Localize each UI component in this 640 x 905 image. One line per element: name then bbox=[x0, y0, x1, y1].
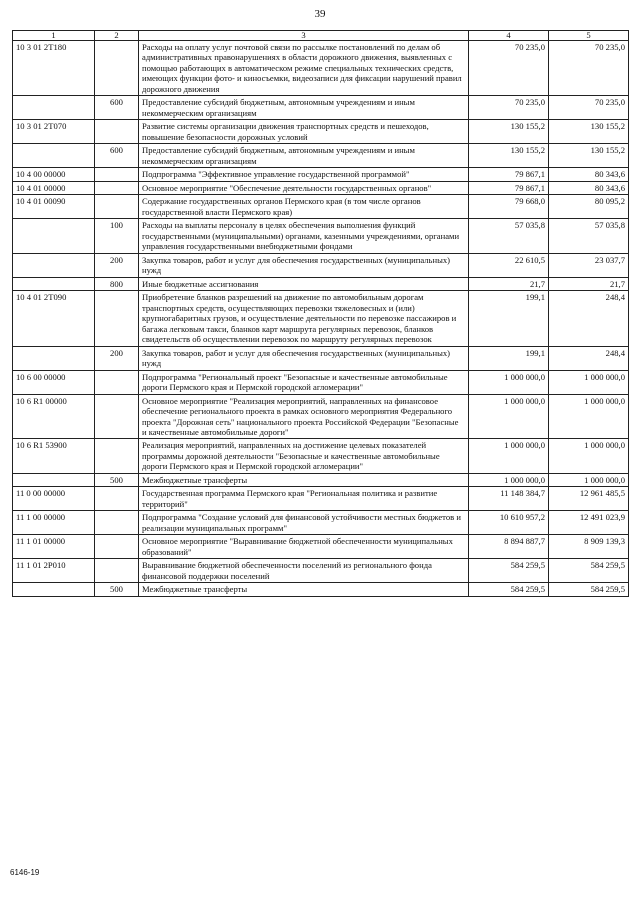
amount-year-2: 248,4 bbox=[549, 346, 629, 370]
item-name: Основное мероприятие "Обеспечение деятельности государственных органов" bbox=[139, 181, 469, 194]
table-row bbox=[13, 291, 629, 346]
amount-year-2: 130 155,2 bbox=[549, 144, 629, 168]
amount-year-1: 22 610,5 bbox=[469, 253, 549, 277]
item-name: Межбюджетные трансферты bbox=[139, 583, 469, 596]
amount-year-2: 1 000 000,0 bbox=[549, 394, 629, 439]
table-row bbox=[13, 168, 629, 181]
amount-year-2: 80 095,2 bbox=[549, 195, 629, 219]
table-row bbox=[13, 41, 629, 96]
target-article-code: 10 4 01 2Т090 bbox=[13, 291, 95, 346]
item-name: Приобретение бланков разрешений на движение по автомобильным дорогам транспортных средств, осуществляющих перевозки тяжеловесных и (или) крупногабаритных грузов, и осуществление деятельности по перевозке пассажиров и багажа легковым такси, бланков карт маршрута регулярных перевозок, бланков свидетельств об осуществлении перевозок по маршруту регулярных перевозок bbox=[139, 291, 469, 346]
budget-table bbox=[12, 30, 629, 597]
target-article-code bbox=[13, 346, 95, 370]
expense-type-code bbox=[95, 439, 139, 473]
expense-type-code bbox=[95, 559, 139, 583]
amount-year-2: 12 961 485,5 bbox=[549, 487, 629, 511]
table-row bbox=[13, 559, 629, 583]
amount-year-1: 199,1 bbox=[469, 291, 549, 346]
target-article-code: 11 1 01 00000 bbox=[13, 535, 95, 559]
target-article-code bbox=[13, 473, 95, 486]
amount-year-2: 21,7 bbox=[549, 277, 629, 290]
table-row bbox=[13, 253, 629, 277]
amount-year-2: 584 259,5 bbox=[549, 583, 629, 596]
table-row bbox=[13, 120, 629, 144]
expense-type-code bbox=[95, 370, 139, 394]
amount-year-1: 584 259,5 bbox=[469, 583, 549, 596]
target-article-code: 10 3 01 2Т180 bbox=[13, 41, 95, 96]
amount-year-1: 130 155,2 bbox=[469, 144, 549, 168]
item-name: Закупка товаров, работ и услуг для обеспечения государственных (муниципальных) нужд bbox=[139, 253, 469, 277]
table-header-row bbox=[13, 31, 629, 41]
item-name: Межбюджетные трансферты bbox=[139, 473, 469, 486]
amount-year-1: 8 894 887,7 bbox=[469, 535, 549, 559]
amount-year-1: 10 610 957,2 bbox=[469, 511, 549, 535]
amount-year-1: 79 668,0 bbox=[469, 195, 549, 219]
amount-year-1: 1 000 000,0 bbox=[469, 439, 549, 473]
amount-year-2: 57 035,8 bbox=[549, 219, 629, 253]
amount-year-1: 70 235,0 bbox=[469, 41, 549, 96]
item-name: Расходы на выплаты персоналу в целях обеспечения выполнения функций государственными (муниципальными) органами, казенными учреждениями, органами управления государственными внебюджетными фондами bbox=[139, 219, 469, 253]
item-name: Расходы на оплату услуг почтовой связи по рассылке постановлений по делам об административных правонарушениях в области дорожного движения, выявленных с помощью работающих в автоматическом режиме специальных технических средств, имеющих функции фото- и киносъемки, видеозаписи для фиксации нарушений правил дорожного движения bbox=[139, 41, 469, 96]
amount-year-1: 21,7 bbox=[469, 277, 549, 290]
item-name: Основное мероприятие "Реализация мероприятий, направленных на финансовое обеспечение регионального проекта в рамках основного мероприятия Федерального проекта "Дорожная сеть" национального проекта Российской Федерации "Безопасные и качественные автомобильные дороги" bbox=[139, 394, 469, 439]
item-name: Подпрограмма "Эффективное управление государственной программой" bbox=[139, 168, 469, 181]
item-name: Развитие системы организации движения транспортных средств и пешеходов, повышение безопасности дорожных условий bbox=[139, 120, 469, 144]
table-row bbox=[13, 583, 629, 596]
item-name: Выравнивание бюджетной обеспеченности поселений из регионального фонда финансовой поддержки поселений bbox=[139, 559, 469, 583]
document-code: 6146-19 bbox=[10, 868, 40, 877]
amount-year-1: 70 235,0 bbox=[469, 96, 549, 120]
amount-year-2: 70 235,0 bbox=[549, 96, 629, 120]
target-article-code bbox=[13, 144, 95, 168]
table-row bbox=[13, 487, 629, 511]
expense-type-code: 600 bbox=[95, 144, 139, 168]
amount-year-1: 1 000 000,0 bbox=[469, 473, 549, 486]
target-article-code bbox=[13, 583, 95, 596]
expense-type-code bbox=[95, 487, 139, 511]
table-row bbox=[13, 96, 629, 120]
amount-year-2: 12 491 023,9 bbox=[549, 511, 629, 535]
amount-year-2: 8 909 139,3 bbox=[549, 535, 629, 559]
table-row bbox=[13, 370, 629, 394]
column-header: 2 bbox=[95, 31, 139, 41]
target-article-code bbox=[13, 96, 95, 120]
expense-type-code bbox=[95, 511, 139, 535]
item-name: Предоставление субсидий бюджетным, автономным учреждениям и иным некоммерческим организациям bbox=[139, 144, 469, 168]
expense-type-code bbox=[95, 195, 139, 219]
table-row bbox=[13, 144, 629, 168]
expense-type-code: 600 bbox=[95, 96, 139, 120]
amount-year-2: 23 037,7 bbox=[549, 253, 629, 277]
expense-type-code: 100 bbox=[95, 219, 139, 253]
amount-year-2: 1 000 000,0 bbox=[549, 370, 629, 394]
page-number: 39 bbox=[314, 8, 326, 20]
expense-type-code: 500 bbox=[95, 473, 139, 486]
target-article-code: 10 6 R1 00000 bbox=[13, 394, 95, 439]
target-article-code: 10 6 R1 53900 bbox=[13, 439, 95, 473]
table-row bbox=[13, 394, 629, 439]
item-name: Основное мероприятие "Выравнивание бюджетной обеспеченности муниципальных образований" bbox=[139, 535, 469, 559]
amount-year-2: 1 000 000,0 bbox=[549, 473, 629, 486]
item-name: Закупка товаров, работ и услуг для обеспечения государственных (муниципальных) нужд bbox=[139, 346, 469, 370]
table-row bbox=[13, 439, 629, 473]
expense-type-code: 800 bbox=[95, 277, 139, 290]
amount-year-1: 11 148 384,7 bbox=[469, 487, 549, 511]
expense-type-code bbox=[95, 120, 139, 144]
expense-type-code bbox=[95, 291, 139, 346]
target-article-code: 10 3 01 2Т070 bbox=[13, 120, 95, 144]
target-article-code: 10 4 00 00000 bbox=[13, 168, 95, 181]
expense-type-code bbox=[95, 535, 139, 559]
amount-year-2: 70 235,0 bbox=[549, 41, 629, 96]
item-name: Реализация мероприятий, направленных на достижение целевых показателей программы дорожной деятельности "Безопасные и качественные автомобильные дороги Пермского края и Пермской городской агломерации" bbox=[139, 439, 469, 473]
expense-type-code bbox=[95, 181, 139, 194]
target-article-code: 11 1 01 2Р010 bbox=[13, 559, 95, 583]
table-body bbox=[13, 41, 629, 597]
item-name: Подпрограмма "Создание условий для финансовой устойчивости местных бюджетов и реализации муниципальных программ" bbox=[139, 511, 469, 535]
amount-year-2: 80 343,6 bbox=[549, 168, 629, 181]
table-row bbox=[13, 346, 629, 370]
table-row bbox=[13, 181, 629, 194]
item-name: Государственная программа Пермского края "Региональная политика и развитие территорий" bbox=[139, 487, 469, 511]
amount-year-2: 130 155,2 bbox=[549, 120, 629, 144]
target-article-code bbox=[13, 277, 95, 290]
amount-year-2: 1 000 000,0 bbox=[549, 439, 629, 473]
expense-type-code bbox=[95, 168, 139, 181]
column-header: 5 bbox=[549, 31, 629, 41]
target-article-code: 11 1 00 00000 bbox=[13, 511, 95, 535]
table-row bbox=[13, 511, 629, 535]
target-article-code: 10 6 00 00000 bbox=[13, 370, 95, 394]
table-row bbox=[13, 535, 629, 559]
amount-year-1: 130 155,2 bbox=[469, 120, 549, 144]
target-article-code: 11 0 00 00000 bbox=[13, 487, 95, 511]
amount-year-2: 248,4 bbox=[549, 291, 629, 346]
target-article-code bbox=[13, 219, 95, 253]
table-row bbox=[13, 473, 629, 486]
table-row bbox=[13, 277, 629, 290]
amount-year-1: 199,1 bbox=[469, 346, 549, 370]
amount-year-1: 79 867,1 bbox=[469, 181, 549, 194]
expense-type-code bbox=[95, 394, 139, 439]
amount-year-2: 80 343,6 bbox=[549, 181, 629, 194]
item-name: Подпрограмма "Региональный проект "Безопасные и качественные автомобильные дороги Пермского края и Пермской городской агломерации" bbox=[139, 370, 469, 394]
amount-year-1: 1 000 000,0 bbox=[469, 370, 549, 394]
item-name: Иные бюджетные ассигнования bbox=[139, 277, 469, 290]
table-row bbox=[13, 219, 629, 253]
item-name: Предоставление субсидий бюджетным, автономным учреждениям и иным некоммерческим организациям bbox=[139, 96, 469, 120]
column-header: 3 bbox=[139, 31, 469, 41]
amount-year-1: 1 000 000,0 bbox=[469, 394, 549, 439]
target-article-code: 10 4 01 00000 bbox=[13, 181, 95, 194]
item-name: Содержание государственных органов Пермского края (в том числе органов государственной власти Пермского края) bbox=[139, 195, 469, 219]
table-row bbox=[13, 195, 629, 219]
amount-year-1: 584 259,5 bbox=[469, 559, 549, 583]
expense-type-code: 200 bbox=[95, 253, 139, 277]
column-header: 4 bbox=[469, 31, 549, 41]
amount-year-1: 57 035,8 bbox=[469, 219, 549, 253]
amount-year-2: 584 259,5 bbox=[549, 559, 629, 583]
expense-type-code: 500 bbox=[95, 583, 139, 596]
amount-year-1: 79 867,1 bbox=[469, 168, 549, 181]
target-article-code: 10 4 01 00090 bbox=[13, 195, 95, 219]
target-article-code bbox=[13, 253, 95, 277]
expense-type-code bbox=[95, 41, 139, 96]
column-header: 1 bbox=[13, 31, 95, 41]
expense-type-code: 200 bbox=[95, 346, 139, 370]
